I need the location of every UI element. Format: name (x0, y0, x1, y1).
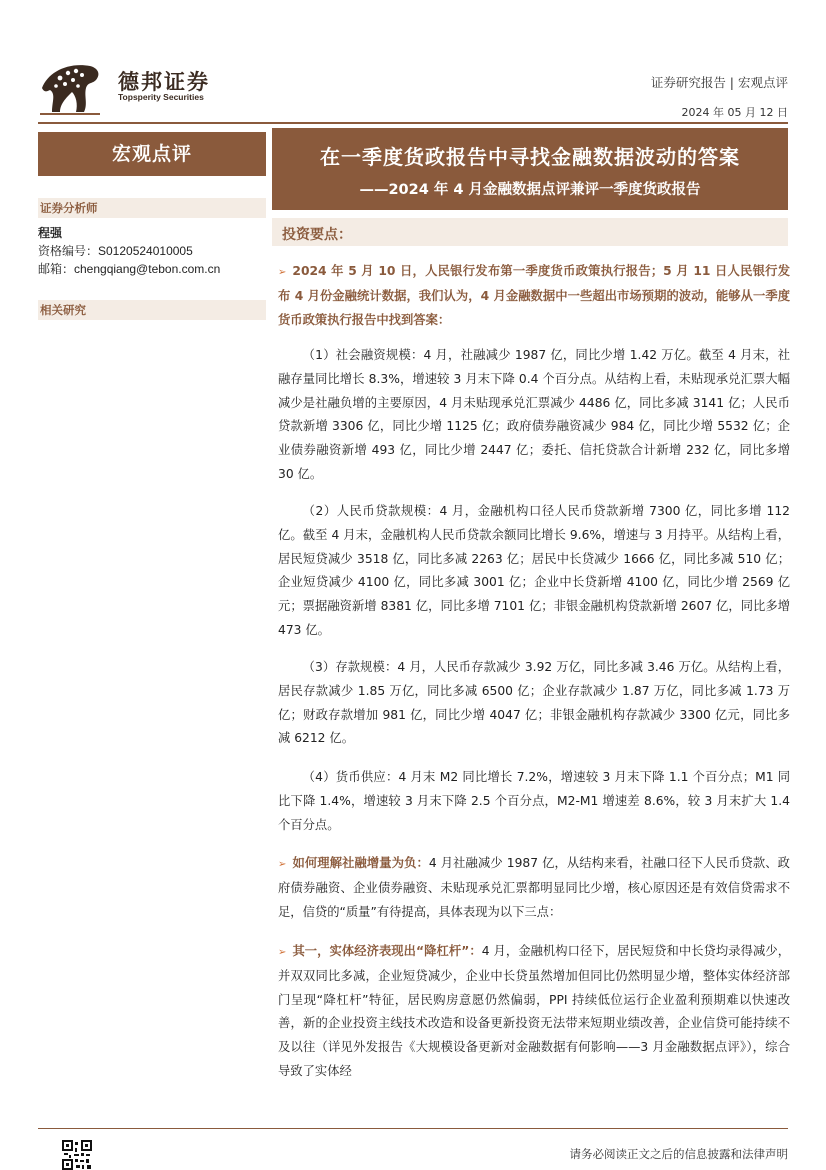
analyst-license: 资格编号：S0120524010005 (38, 244, 193, 258)
report-title-banner (272, 128, 788, 210)
paragraph-social-financing: （1）社会融资规模：4 月，社融减少 1987 亿，同比少增 1.42 万亿。截至 4 月末，社融存量同比增长 8.3%，增速较 3 月末下降 0.4 个百分点。从结构上看，未贴现承兑汇票大幅减少是社融负增的主要原因，4 月未贴现承兑汇票减少 4486 亿，同比多减 3141 亿；人民币贷款新增 3306 亿，同比少增 1125 亿；政府债券融资减少 984 亿，同比少增 5532 亿；企业债券融资新增 493 亿，同比少增 2447 亿；委托、信托贷款合计新增 232 亿，同比多增 30 亿。 (278, 348, 790, 481)
report-type: 证券研究报告 | 宏观点评 (650, 75, 788, 90)
qr-code-icon (62, 1140, 92, 1170)
intro-paragraph: ➢ 2024 年 5 月 10 日，人民银行发布第一季度货币政策执行报告；5 月 11 日人民银行发布 4 月份金融统计数据，我们认为，4 月金融数据中一些超出市场预期的波动，能够从一季度货币政策执行报告中找到答案： (278, 264, 790, 327)
company-name-cn: 德邦证券 (118, 70, 210, 94)
paragraph-deposits: （3）存款规模：4 月，人民币存款减少 3.92 万亿，同比多减 3.46 万亿。从结构上看，居民存款减少 1.85 万亿，同比多减 6500 亿；企业存款减少 1.87 万亿，同比多减 1.73 万亿；财政存款增加 981 亿，同比少增 4047 亿；非银金融机构存款减少 3300 亿元，同比多减 6212 亿。 (278, 660, 790, 746)
header-divider (38, 122, 788, 124)
category-label: 宏观点评 (38, 132, 266, 176)
paragraph-negative-financing: ➢ 如何理解社融增量为负：4 月社融减少 1987 亿，从结构来看，社融口径下人民币贷款、政府债券融资、企业债券融资、未贴现承兑汇票都明显同比少增，核心原因还是有效信贷需求不足，信贷的“质量”有待提高，具体表现为以下三点： (278, 856, 790, 919)
related-research-label: 相关研究 (38, 300, 266, 320)
analyst-email: 邮箱：chengqiang@tebon.com.cn (38, 262, 221, 276)
report-title: 在一季度货政报告中寻找金融数据波动的答案 (320, 145, 740, 169)
legal-disclaimer: 请务必阅读正文之后的信息披露和法律声明 (569, 1147, 788, 1161)
report-subtitle: ——2024 年 4 月金融数据点评兼评一季度货政报告 (359, 182, 701, 198)
bullet-arrow-icon: ➢ (278, 267, 287, 278)
footer-divider (38, 1128, 788, 1129)
paragraph-deleveraging: ➢ 其一，实体经济表现出“降杠杆”：4 月，金融机构口径下，居民短贷和中长贷均录得减少，并双双同比多减，企业短贷减少，企业中长贷虽然增加但同比仍然明显少增，整体实体经济部门呈现“降杠杆”特征，居民购房意愿仍然偏弱，PPI 持续低位运行企业盈利预期难以快速改善，新的企业投资主线技术改造和设备更新投资无法带来短期业绩改善，企业信贷可能持续不及以往（详见外发报告《大规模设备更新对金融数据有何影响——3 月金融数据点评》），综合导致了实体经 (278, 944, 790, 1078)
bullet-arrow-icon: ➢ (278, 947, 287, 958)
report-date: 2024 年 05 月 12 日 (681, 106, 788, 119)
paragraph-rmb-loans: （2）人民币贷款规模：4 月，金融机构口径人民币贷款新增 7300 亿，同比多增 112 亿。截至 4 月末，金融机构人民币贷款余额同比增长 9.6%，增速与 3 月持平。从结构上看，居民短贷减少 3518 亿，同比多减 2263 亿；居民中长贷减少 1666 亿，同比多减 510 亿；企业短贷减少 4100 亿，同比多减 3001 亿；企业中长贷新增 4100 亿，同比少增 2569 亿元；票据融资新增 8381 亿，同比多增 7101 亿；非银金融机构贷款新增 2607 亿，同比多增 473 亿。 (278, 504, 790, 637)
analyst-name: 程强 (38, 226, 63, 240)
company-name-en: Topsperity Securities (118, 92, 204, 102)
leopard-logo-icon (38, 58, 102, 116)
key-points-label: 投资要点： (282, 227, 352, 243)
analyst-section-label: 证券分析师 (38, 198, 266, 218)
paragraph-money-supply: （4）货币供应：4 月末 M2 同比增长 7.2%，增速较 3 月末下降 1.1 个百分点；M1 同比下降 1.4%，增速较 3 月末下降 2.5 个百分点，M2-M1 增速差 8.6%，较 3 月末扩大 1.4 个百分点。 (278, 770, 790, 832)
bullet-arrow-icon: ➢ (278, 859, 287, 870)
